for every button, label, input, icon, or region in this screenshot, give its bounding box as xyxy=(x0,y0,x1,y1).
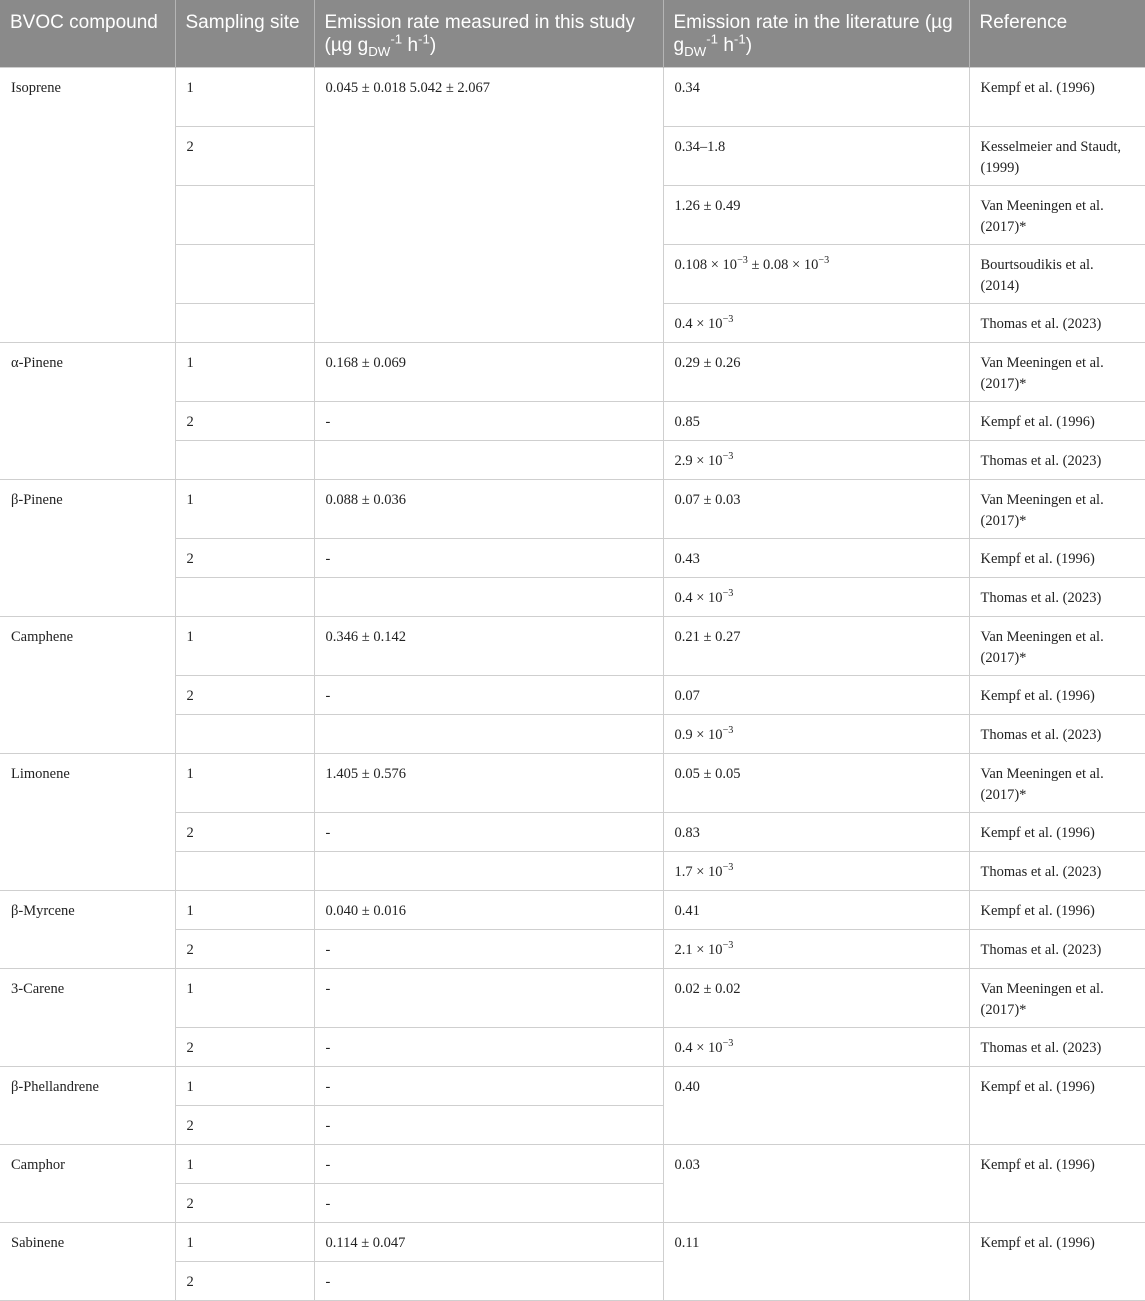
reference: Thomas et al. (2023) xyxy=(969,930,1145,969)
measured-rate: - xyxy=(314,1184,663,1223)
compound-name: Camphor xyxy=(0,1145,175,1223)
literature-rate: 0.11 xyxy=(663,1223,969,1301)
table-row xyxy=(0,480,1145,539)
measured-rate: - xyxy=(314,1028,663,1067)
header-reference: Reference xyxy=(969,0,1145,68)
literature-rate: 0.34–1.8 xyxy=(663,127,969,186)
table-row xyxy=(0,343,1145,402)
measured-rate: 0.045 ± 0.018 5.042 ± 2.067 xyxy=(314,68,663,343)
sampling-site-empty xyxy=(175,715,314,754)
sampling-site: 2 xyxy=(175,1262,314,1301)
measured-rate: 0.088 ± 0.036 xyxy=(314,480,663,539)
sampling-site-empty xyxy=(175,186,314,245)
sampling-site: 2 xyxy=(175,1028,314,1067)
literature-rate: 0.07 ± 0.03 xyxy=(663,480,969,539)
table-row xyxy=(0,1145,1145,1184)
table-row xyxy=(0,891,1145,930)
sampling-site: 2 xyxy=(175,127,314,186)
literature-rate: $0.4 \times 10^{-3}$ xyxy=(663,578,969,617)
compound-name: β-Phellandrene xyxy=(0,1067,175,1145)
sampling-site: 2 xyxy=(175,1184,314,1223)
literature-rate: $0.108 \times 10^{-3} \pm 0.08 \times 10^{-3}$ xyxy=(663,245,969,304)
reference: Thomas et al. (2023) xyxy=(969,715,1145,754)
measured-rate: - xyxy=(314,813,663,852)
reference: Thomas et al. (2023) xyxy=(969,304,1145,343)
measured-rate: - xyxy=(314,676,663,715)
table-row xyxy=(0,1067,1145,1106)
sampling-site-empty xyxy=(175,852,314,891)
measured-rate-empty xyxy=(314,715,663,754)
measured-rate: 0.114 ± 0.047 xyxy=(314,1223,663,1262)
compound-name: α-Pinene xyxy=(0,343,175,480)
measured-rate: 0.168 ± 0.069 xyxy=(314,343,663,402)
sampling-site: 2 xyxy=(175,402,314,441)
reference: Van Meeningen et al. (2017)* xyxy=(969,969,1145,1028)
sampling-site: 2 xyxy=(175,676,314,715)
sampling-site: 2 xyxy=(175,930,314,969)
reference: Kempf et al. (1996) xyxy=(969,1145,1145,1223)
literature-rate: 1.26 ± 0.49 xyxy=(663,186,969,245)
table-row xyxy=(0,617,1145,676)
literature-rate: 0.29 ± 0.26 xyxy=(663,343,969,402)
sampling-site: 1 xyxy=(175,617,314,676)
sampling-site: 2 xyxy=(175,539,314,578)
literature-rate: $2.1 \times 10^{-3}$ xyxy=(663,930,969,969)
sampling-site-empty xyxy=(175,578,314,617)
header-measured-rate: Emission rate measured in this study (µg $g_{DW}^{-1}$ $h^{-1}$) xyxy=(314,0,663,68)
literature-rate: 0.07 xyxy=(663,676,969,715)
table-row xyxy=(0,68,1145,127)
measured-rate: - xyxy=(314,1262,663,1301)
literature-rate: 0.05 ± 0.05 xyxy=(663,754,969,813)
reference: Thomas et al. (2023) xyxy=(969,578,1145,617)
reference: Kempf et al. (1996) xyxy=(969,676,1145,715)
compound-name: 3-Carene xyxy=(0,969,175,1067)
reference: Van Meeningen et al. (2017)* xyxy=(969,186,1145,245)
header-compound: BVOC compound xyxy=(0,0,175,68)
measured-rate: 1.405 ± 0.576 xyxy=(314,754,663,813)
measured-rate-empty xyxy=(314,441,663,480)
sampling-site-empty xyxy=(175,441,314,480)
measured-rate: - xyxy=(314,1067,663,1106)
literature-rate: $0.4 \times 10^{-3}$ xyxy=(663,304,969,343)
measured-rate: - xyxy=(314,930,663,969)
measured-rate: - xyxy=(314,539,663,578)
sampling-site: 1 xyxy=(175,754,314,813)
compound-name: Limonene xyxy=(0,754,175,891)
header-sampling-site: Sampling site xyxy=(175,0,314,68)
table-row xyxy=(0,1223,1145,1262)
literature-rate: 0.34 xyxy=(663,68,969,127)
table-row xyxy=(0,754,1145,813)
measured-rate: - xyxy=(314,402,663,441)
compound-name: β-Pinene xyxy=(0,480,175,617)
literature-rate: 0.21 ± 0.27 xyxy=(663,617,969,676)
literature-rate: $2.9 \times 10^{-3}$ xyxy=(663,441,969,480)
table-row xyxy=(0,969,1145,1028)
sampling-site-empty xyxy=(175,304,314,343)
literature-rate: 0.83 xyxy=(663,813,969,852)
literature-rate: 0.03 xyxy=(663,1145,969,1223)
sampling-site: 1 xyxy=(175,1067,314,1106)
reference: Kempf et al. (1996) xyxy=(969,813,1145,852)
reference: Thomas et al. (2023) xyxy=(969,852,1145,891)
reference: Thomas et al. (2023) xyxy=(969,1028,1145,1067)
reference: Van Meeningen et al. (2017)* xyxy=(969,480,1145,539)
reference: Van Meeningen et al. (2017)* xyxy=(969,617,1145,676)
literature-rate: 0.41 xyxy=(663,891,969,930)
reference: Kempf et al. (1996) xyxy=(969,539,1145,578)
measured-rate: - xyxy=(314,969,663,1028)
literature-rate: 0.02 ± 0.02 xyxy=(663,969,969,1028)
reference: Kesselmeier and Staudt, (1999) xyxy=(969,127,1145,186)
sampling-site-empty xyxy=(175,245,314,304)
compound-name: β-Myrcene xyxy=(0,891,175,969)
measured-rate: - xyxy=(314,1145,663,1184)
sampling-site: 1 xyxy=(175,1223,314,1262)
sampling-site: 1 xyxy=(175,969,314,1028)
header-row xyxy=(0,0,1145,68)
measured-rate: 0.040 ± 0.016 xyxy=(314,891,663,930)
reference: Thomas et al. (2023) xyxy=(969,441,1145,480)
measured-rate-empty xyxy=(314,852,663,891)
reference: Kempf et al. (1996) xyxy=(969,68,1145,127)
measured-rate: 0.346 ± 0.142 xyxy=(314,617,663,676)
compound-name: Sabinene xyxy=(0,1223,175,1301)
measured-rate-empty xyxy=(314,578,663,617)
literature-rate: 0.40 xyxy=(663,1067,969,1145)
sampling-site: 2 xyxy=(175,813,314,852)
sampling-site: 2 xyxy=(175,1106,314,1145)
measured-rate: - xyxy=(314,1106,663,1145)
reference: Kempf et al. (1996) xyxy=(969,891,1145,930)
reference: Kempf et al. (1996) xyxy=(969,402,1145,441)
sampling-site: 1 xyxy=(175,343,314,402)
literature-rate: 0.85 xyxy=(663,402,969,441)
literature-rate: $0.4 \times 10^{-3}$ xyxy=(663,1028,969,1067)
reference: Van Meeningen et al. (2017)* xyxy=(969,343,1145,402)
sampling-site: 1 xyxy=(175,1145,314,1184)
reference: Van Meeningen et al. (2017)* xyxy=(969,754,1145,813)
literature-rate: $1.7 \times 10^{-3}$ xyxy=(663,852,969,891)
compound-name: Isoprene xyxy=(0,68,175,343)
sampling-site: 1 xyxy=(175,891,314,930)
compound-name: Camphene xyxy=(0,617,175,754)
sampling-site: 1 xyxy=(175,68,314,127)
literature-rate: $0.9 \times 10^{-3}$ xyxy=(663,715,969,754)
sampling-site: 1 xyxy=(175,480,314,539)
reference: Kempf et al. (1996) xyxy=(969,1067,1145,1145)
literature-rate: 0.43 xyxy=(663,539,969,578)
reference: Bourtsoudikis et al. (2014) xyxy=(969,245,1145,304)
header-literature-rate: Emission rate in the literature (µg $g_{DW}^{-1}$ $h^{-1}$) xyxy=(663,0,969,68)
reference: Kempf et al. (1996) xyxy=(969,1223,1145,1301)
